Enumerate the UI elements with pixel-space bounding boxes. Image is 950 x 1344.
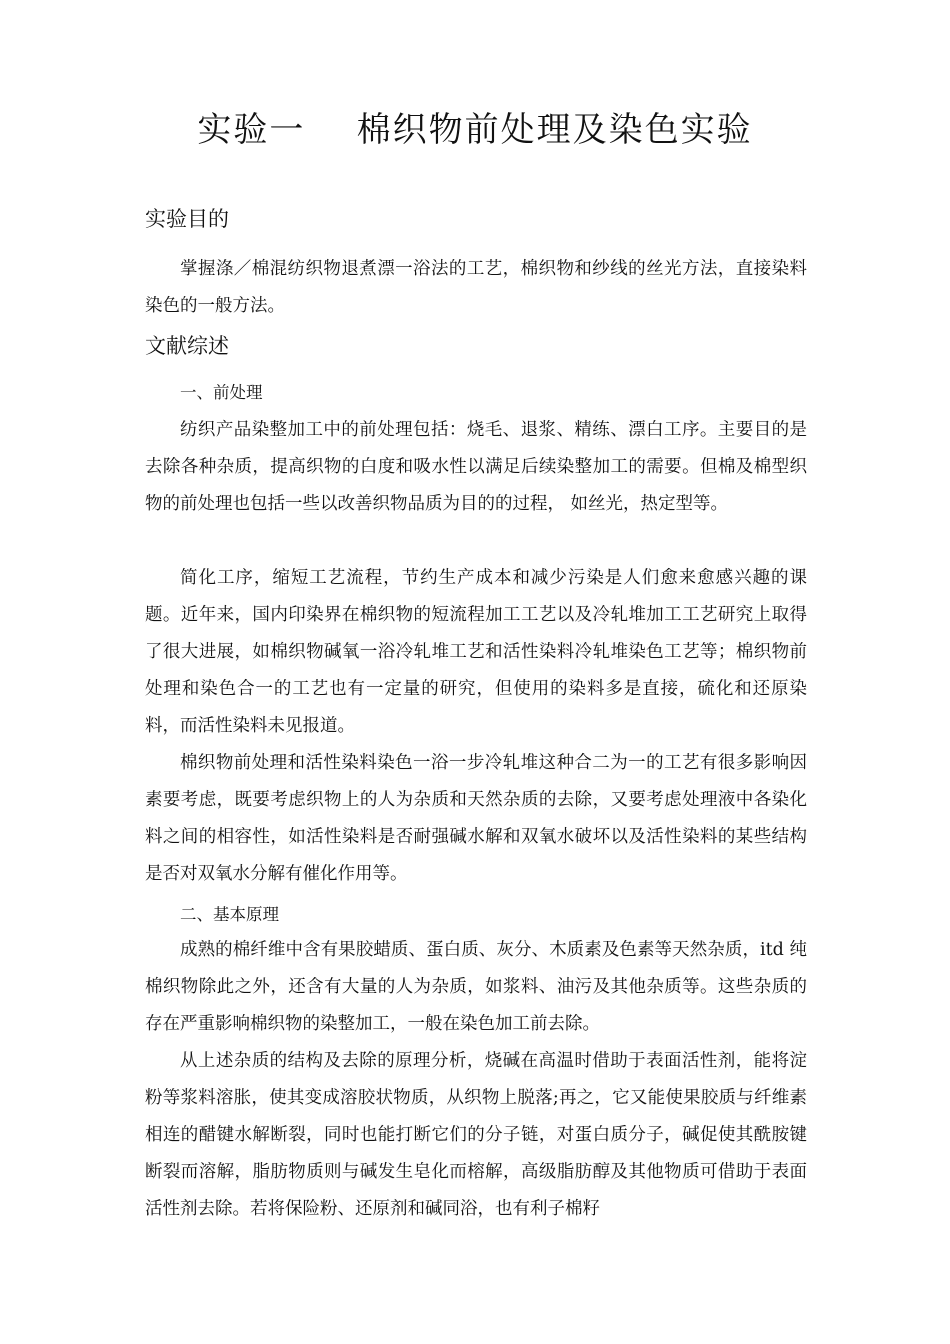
subsection-heading-pretreatment: 一、前处理: [180, 383, 263, 402]
principle-paragraph-2: 从上述杂质的结构及去除的原理分析，烧碱在高温时借助于表面活性剂，能将淀粉等浆料溶胀，使其变成溶胶状物质，从织物上脱落;再之，它又能使果胶质与纤维素相连的醋键水解断裂，同时也能打断它们的分子链，对蛋白质分子，碱促使其酰胺键断裂而溶解，脂肪物质则与碱发生皂化而榕解，高级脂肪醇及其他物质可借助于表面活性剂去除。若将保险粉、还原剂和碱同浴，也有利子棉籽: [145, 1051, 807, 1219]
principle-paragraph-1: 成熟的棉纤维中含有果胶蜡质、蛋白质、灰分、木质素及色素等天然杂质，itd 纯棉织物除此之外，还含有大量的人为杂质，如浆料、油污及其他杂质等。这些杂质的存在严重影响棉织物的染整加工，一般在染色加工前去除。: [145, 940, 807, 1034]
section-heading-purpose: 实验目的: [145, 207, 229, 231]
pretreatment-paragraph-1: 纺织产品染整加工中的前处理包括：烧毛、退浆、精练、漂白工序。主要目的是去除各种杂质，提高织物的白度和吸水性以满足后续染整加工的需要。但棉及棉型织物的前处理也包括一些以改善织物品质为目的的过程， 如丝光，热定型等。: [145, 420, 807, 514]
subsection-heading-principle: 二、基本原理: [180, 905, 279, 924]
purpose-paragraph: 掌握涤／棉混纺织物退煮漂一浴法的工艺，棉织物和纱线的丝光方法，直接染料染色的一般方法。: [145, 259, 807, 316]
pretreatment-paragraph-2: 简化工序，缩短工艺流程，节约生产成本和减少污染是人们愈来愈感兴趣的课题。近年来，国内印染界在棉织物的短流程加工工艺以及冷轧堆加工工艺研究上取得了很大进展，如棉织物碱氧一浴冷轧堆工艺和活性染料冷轧堆染色工艺等；棉织物前处理和染色合一的工艺也有一定量的研究，但使用的染料多是直接，硫化和还原染料，而活性染料未见报道。: [145, 568, 807, 736]
section-heading-review: 文献综述: [145, 334, 229, 358]
document-title: 实验一 棉织物前处理及染色实验: [197, 110, 753, 150]
pretreatment-paragraph-3: 棉织物前处理和活性染料染色一浴一步冷轧堆这种合二为一的工艺有很多影响因素要考虑，既要考虑织物上的人为杂质和天然杂质的去除，又要考虑处理液中各染化料之间的相容性，如活性染料是否耐强碱水解和双氧水破坏以及活性染料的某些结构是否对双氧水分解有催化作用等。: [145, 753, 807, 884]
